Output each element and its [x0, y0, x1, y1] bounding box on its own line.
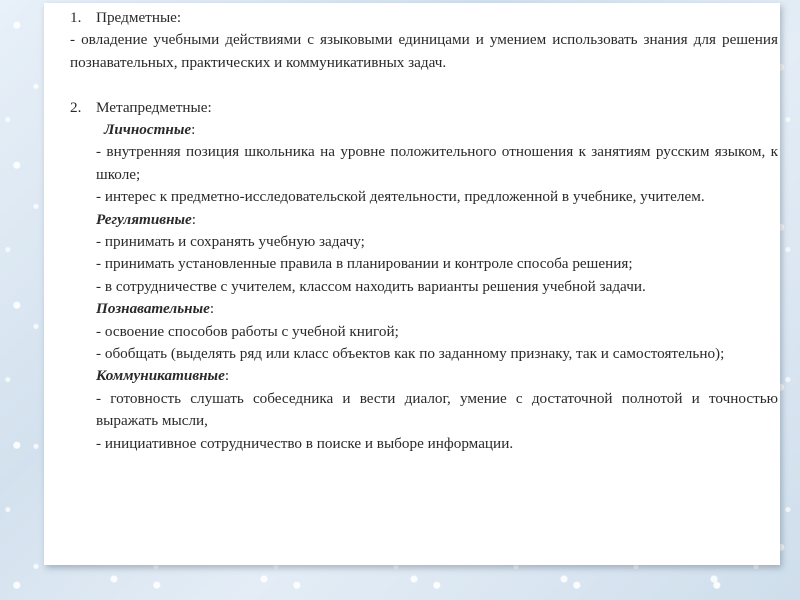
- subheading-colon: :: [224, 367, 230, 385]
- subheading-regulatory-label: Регулятивные: [96, 210, 192, 228]
- section-2-heading: [70, 97, 778, 119]
- list-item: - готовность слушать собеседника и вести диалог, умение с достаточной полнотой и точностью выражать мысли,: [96, 389, 778, 430]
- list-item: - принимать и сохранять учебную задачу;: [96, 233, 365, 251]
- list-item: - интерес к предметно-исследовательской деятельности, предложенной в учебнике, учителем.: [96, 188, 705, 206]
- section-1-title: Предметные:: [96, 9, 182, 26]
- document-page: [44, 3, 780, 565]
- section-2-title: Метапредметные:: [96, 98, 212, 116]
- subheading-personal: [70, 119, 778, 141]
- section-1-heading: [70, 7, 778, 29]
- list-item: - обобщать (выделять ряд или класс объектов как по заданному признаку, так и самостоятельно);: [96, 345, 725, 363]
- subheading-regulatory: [70, 209, 778, 231]
- list-item: - принимать установленные правила в планировании и контроле способа решения;: [96, 255, 633, 273]
- section-1-paragraph: - овладение учебными действиями с языковыми единицами и умением использовать знания для решения познавательных, практических и коммуникативных задач.: [70, 31, 778, 71]
- subheading-communicative-label: Коммуникативные: [96, 367, 225, 385]
- section-spacer: [70, 74, 778, 96]
- subheading-personal-label: Личностные: [104, 121, 192, 139]
- subheading-colon: :: [191, 121, 196, 139]
- list-item: - внутренняя позиция школьника на уровне положительного отношения к занятиям русским языком, к школе;: [96, 143, 778, 183]
- subheading-colon: :: [209, 300, 215, 318]
- subheading-cognitive: [70, 298, 778, 320]
- subheading-communicative: [70, 365, 778, 387]
- list-item: - инициативное сотрудничество в поиске и выборе информации.: [96, 434, 514, 452]
- subheading-colon: :: [191, 210, 197, 228]
- list-item: - освоение способов работы с учебной книгой;: [96, 322, 399, 340]
- section-2-number: 2.: [70, 98, 82, 116]
- section-1-number: 1.: [70, 9, 82, 26]
- list-item: - в сотрудничестве с учителем, классом находить варианты решения учебной задачи.: [96, 277, 646, 295]
- subheading-cognitive-label: Познавательные: [96, 300, 210, 318]
